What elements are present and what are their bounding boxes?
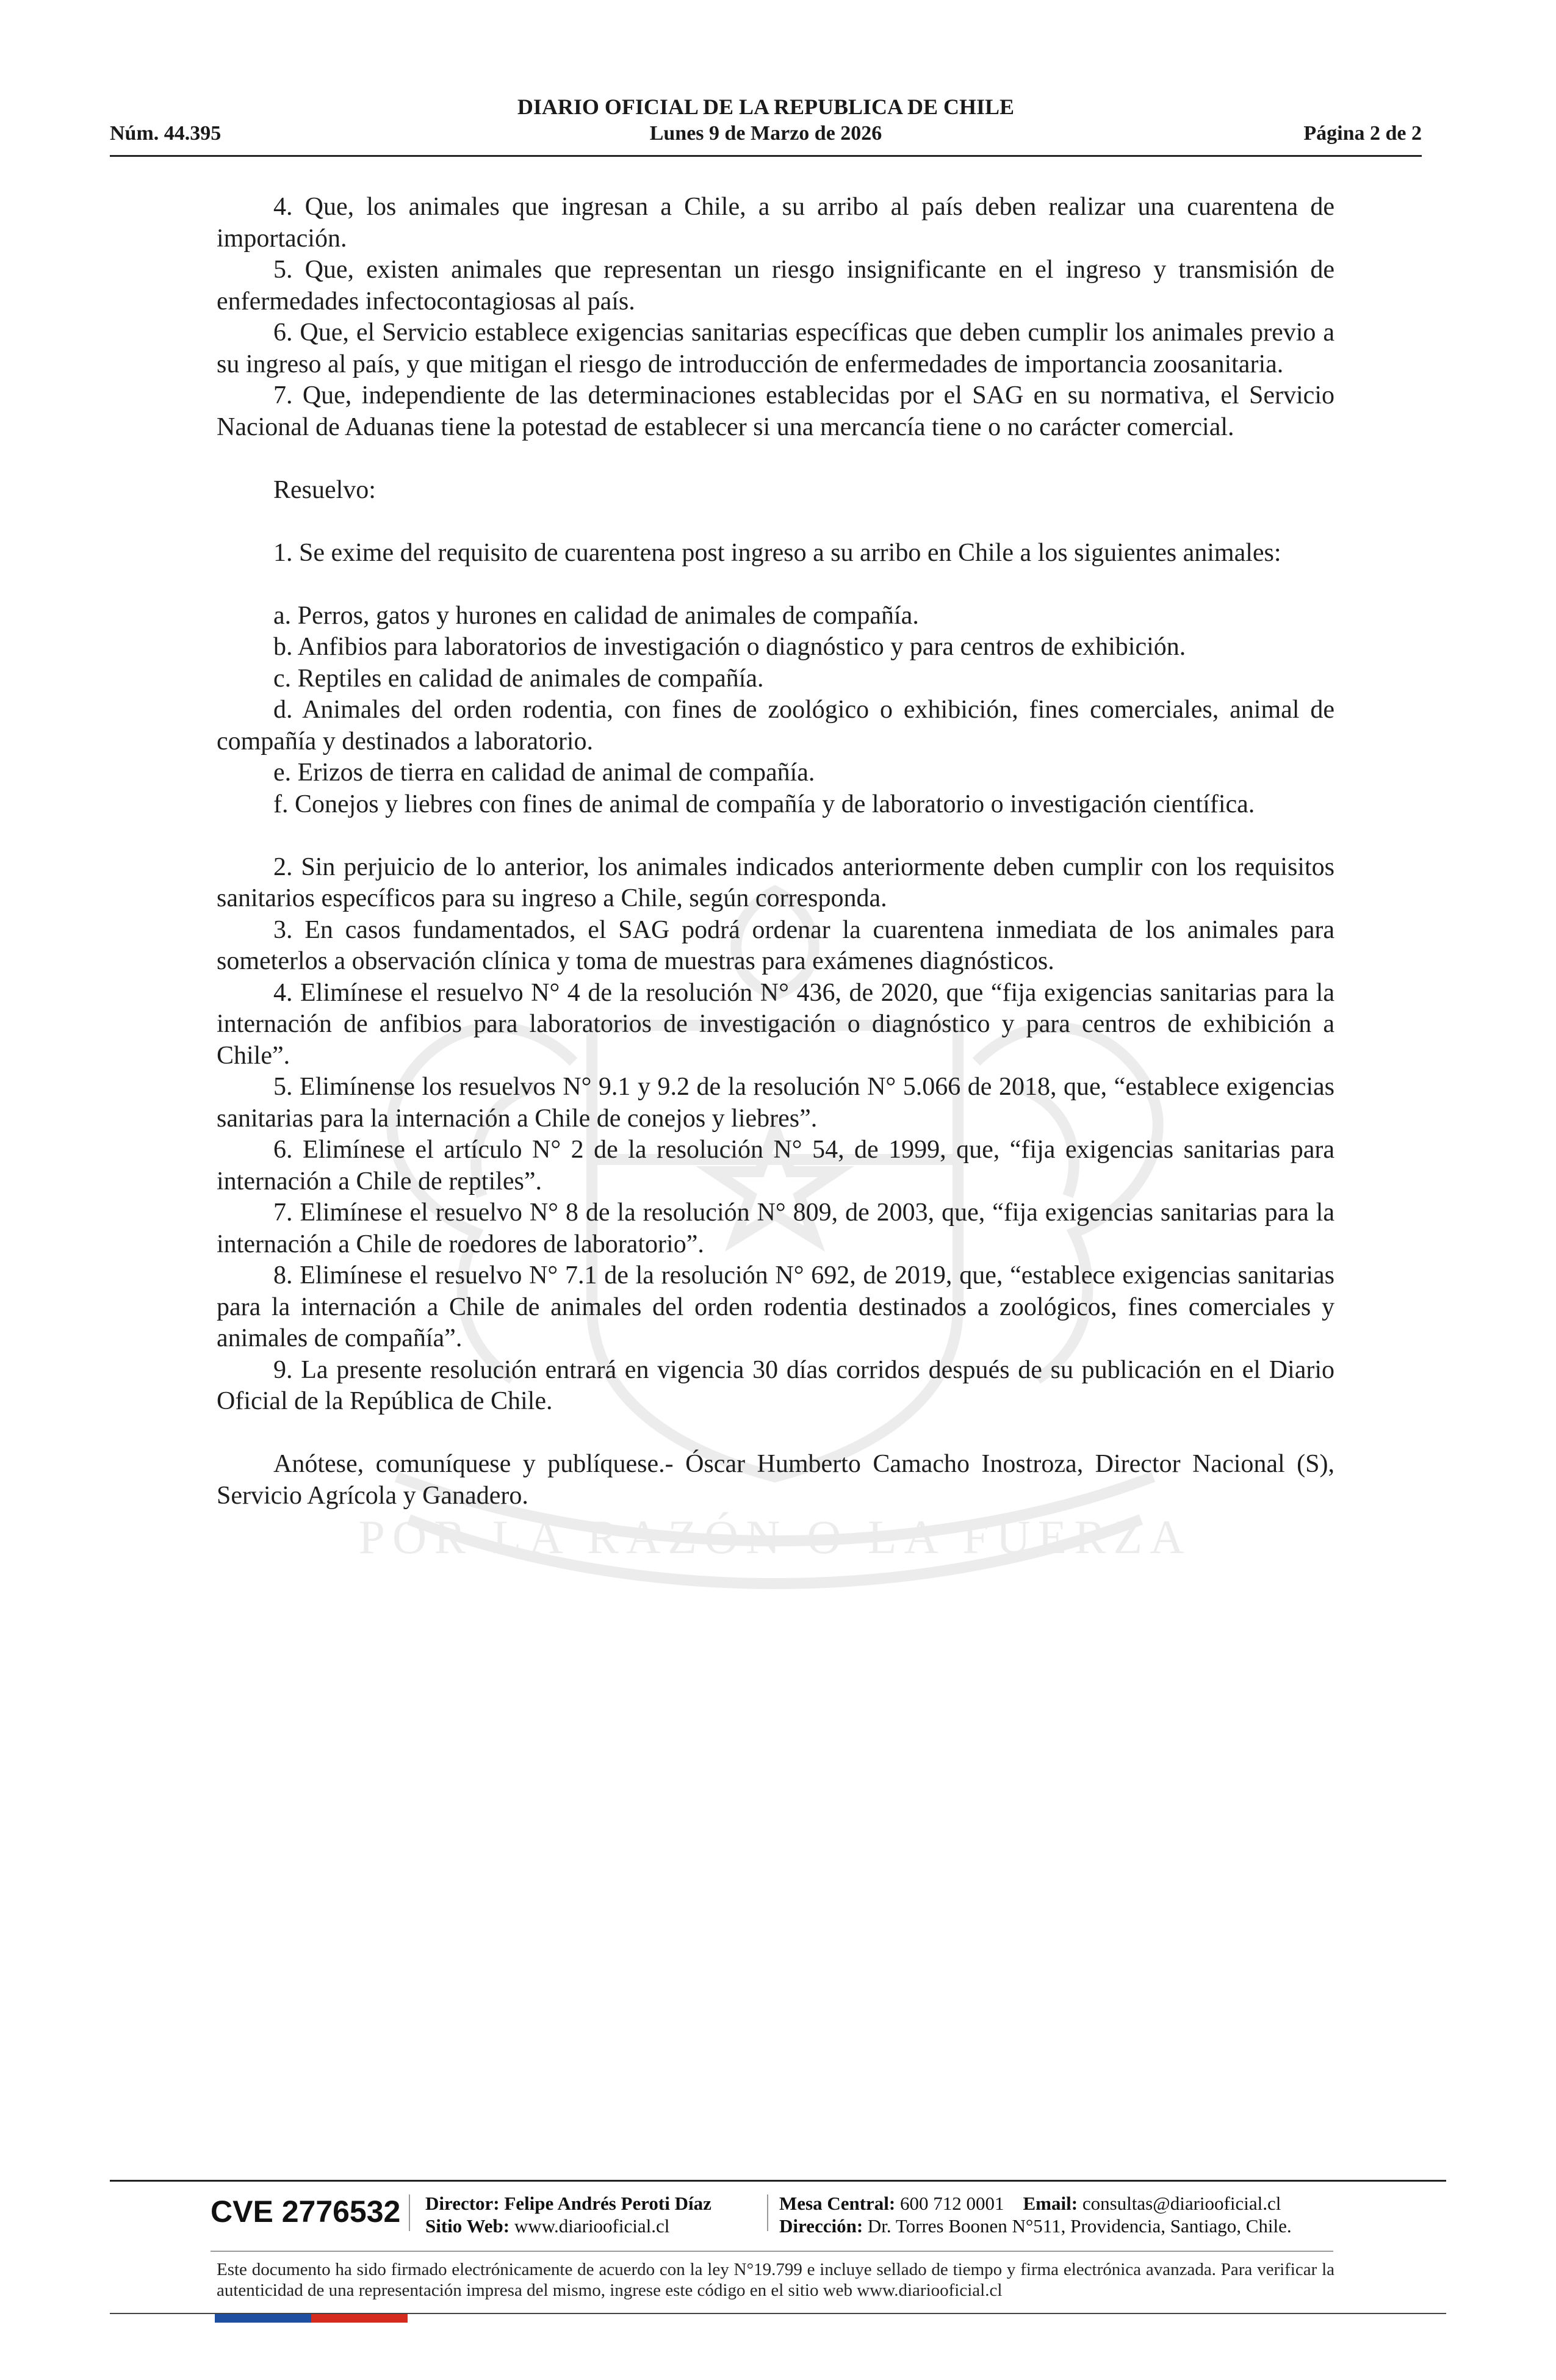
paragraph: 5. Elimínense los resuelvos N° 9.1 y 9.2 de la resolución N° 5.066 de 2018, que, “establece exigencias sanitarias para la internación a Chile de conejos y liebres”. [217, 1073, 1334, 1133]
paragraph-spacer [217, 443, 1334, 475]
footer-info [211, 2188, 1345, 2237]
paragraph: 7. Que, independiente de las determinaciones establecidas por el SAG en su normativa, el Servicio Nacional de Aduanas tiene la potestad de establecer si una mercancía tiene o no carácter comercial. [217, 381, 1334, 441]
paragraph: 4. Que, los animales que ingresan a Chile, a su arribo al país deben realizar una cuarentena de importación. [217, 193, 1334, 253]
paragraph: 6. Que, el Servicio establece exigencias sanitarias específicas que deben cumplir los animales previo a su ingreso al país, y que mitigan el riesgo de introducción de enfermedades de importancia zoosanitaria. [217, 319, 1334, 378]
paragraph-spacer [217, 506, 1334, 538]
address-value: Dr. Torres Boonen N°511, Providencia, Santiago, Chile. [867, 2215, 1292, 2237]
paragraph: Anótese, comuníquese y publíquese.- Óscar Humberto Camacho Inostroza, Director Nacional (S), Servicio Agrícola y Ganadero. [217, 1450, 1334, 1510]
issue-date: Lunes 9 de Marzo de 2026 [649, 122, 882, 145]
flag-red-segment [311, 2314, 408, 2323]
paragraph: 8. Elimínese el resuelvo N° 7.1 de la resolución N° 692, de 2019, que, “establece exigencias sanitarias para la internación a Chile de animales del orden rodentia destinados a zoológicos, fines comerciales y animales de compañía”. [217, 1261, 1334, 1352]
email-label: Email: [1023, 2193, 1078, 2214]
paragraph-spacer [217, 1418, 1334, 1449]
paragraph: 5. Que, existen animales que representan un riesgo insignificante en el ingreso y transmisión de enfermedades infectocontagiosas al país. [217, 256, 1334, 316]
paragraph: e. Erizos de tierra en calidad de animal de compañía. [273, 759, 815, 787]
footer-divider-middle [211, 2251, 1333, 2252]
paragraph-spacer [217, 820, 1334, 852]
paragraph: 6. Elimínese el artículo N° 2 de la resolución N° 54, de 1999, que, “fija exigencias sanitarias para internación a Chile de reptiles”. [217, 1136, 1334, 1195]
paragraph: 3. En casos fundamentados, el SAG podrá ordenar la cuarentena inmediata de los animales para someterlos a observación clínica y toma de muestras para exámenes diagnósticos. [217, 915, 1334, 975]
watermark-motto: POR LA RAZÓN O LA FUERZA [358, 1510, 1192, 1563]
paragraph: 1. Se exime del requisito de cuarentena post ingreso a su arribo en Chile a los siguientes animales: [273, 538, 1281, 567]
footer-divider-top [110, 2180, 1446, 2182]
paragraph: c. Reptiles en calidad de animales de compañía. [273, 664, 764, 693]
issue-number: Núm. 44.395 [110, 122, 222, 145]
flag-color-bar [215, 2314, 408, 2323]
footer-contact [779, 2192, 1292, 2237]
page-number: Página 2 de 2 [1303, 122, 1422, 145]
flag-blue-segment [215, 2314, 311, 2323]
paragraph: b. Anfibios para laboratorios de investigación o diagnóstico y para centros de exhibición. [273, 633, 1186, 661]
footer-editorial [425, 2192, 711, 2237]
footer-separator [767, 2194, 768, 2231]
paragraph: d. Animales del orden rodentia, con fines de zoológico o exhibición, fines comerciales, animal de compañía y destinados a laboratorio. [217, 696, 1334, 755]
signature-notice: Este documento ha sido firmado electrónicamente de acuerdo con la ley N°19.799 e incluye sellado de tiempo y firma electrónica avanzada. Para verificar la autenticidad de una representación impresa del mismo, ingrese este código en el sitio web www.diariooficial.cl [217, 2260, 1334, 2300]
paragraph: 2. Sin perjuicio de lo anterior, los animales indicados anteriormente deben cumplir con los requisitos sanitarios específicos para su ingreso a Chile, según corresponda. [217, 853, 1334, 912]
email-link[interactable]: consultas@diariooficial.cl [1082, 2193, 1281, 2214]
paragraph: a. Perros, gatos y hurones en calidad de animales de compañía. [273, 601, 919, 630]
paragraph: 4. Elimínese el resuelvo N° 4 de la resolución N° 436, de 2020, que “fija exigencias sanitarias para la internación de anfibios para laboratorios de investigación o diagnóstico y para centros de exhibición a Chile”. [217, 978, 1334, 1070]
cve-code: CVE 2776532 [211, 2194, 401, 2229]
phone-number: 600 712 0001 [900, 2193, 1004, 2214]
director-label: Director: [425, 2193, 500, 2214]
header-divider [110, 155, 1422, 157]
paragraph-spacer [217, 569, 1334, 600]
paragraph: Resuelvo: [273, 475, 376, 504]
paragraph: 7. Elimínese el resuelvo N° 8 de la resolución N° 809, de 2003, que, “fija exigencias sanitarias para la internación a Chile de roedores de laboratorio”. [217, 1199, 1334, 1258]
director-name: Felipe Andrés Peroti Díaz [504, 2193, 711, 2214]
header-row [110, 121, 1422, 146]
paragraph: 9. La presente resolución entrará en vigencia 30 días corridos después de su publicación en el Diario Oficial de la República de Chile. [217, 1355, 1334, 1415]
address-label: Dirección: [779, 2215, 863, 2237]
paragraph: f. Conejos y liebres con fines de animal de compañía y de laboratorio o investigación científica. [273, 790, 1255, 818]
website-link[interactable]: www.diariooficial.cl [514, 2215, 670, 2237]
resolution-body [217, 192, 1334, 1512]
page-title: DIARIO OFICIAL DE LA REPUBLICA DE CHILE [517, 95, 1015, 119]
phone-label: Mesa Central: [779, 2193, 896, 2214]
footer-separator [409, 2194, 410, 2231]
website-label: Sitio Web: [425, 2215, 510, 2237]
